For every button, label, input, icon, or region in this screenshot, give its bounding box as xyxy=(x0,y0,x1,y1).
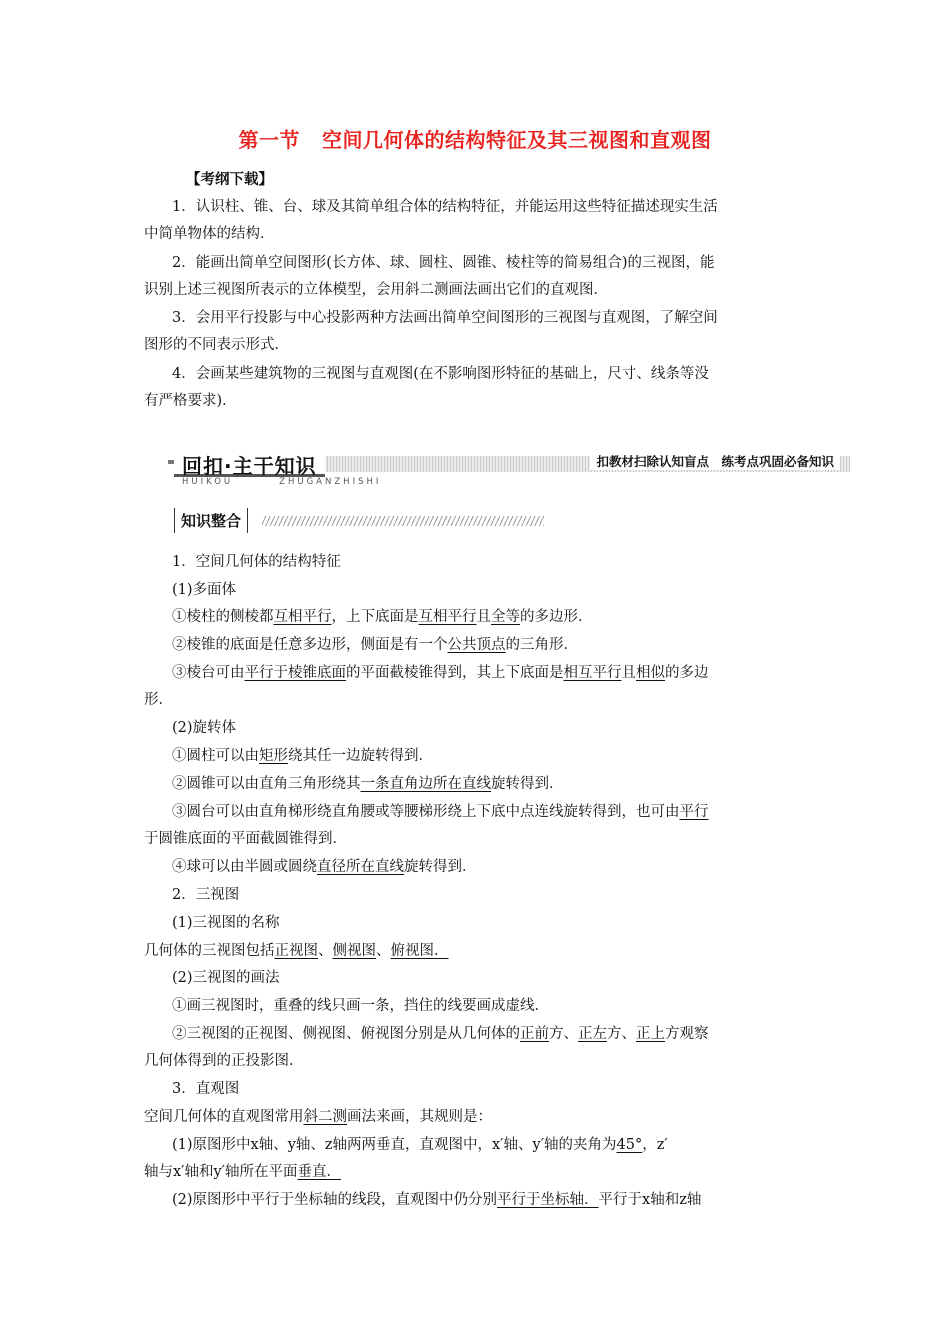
paragraph: 几何体得到的正投影图． xyxy=(144,1053,304,1069)
underlined-answer: 互相平行 xyxy=(418,609,477,625)
subsection-heading: (2)旋转体 xyxy=(172,720,237,736)
text-span: ③棱台可由 xyxy=(172,665,245,681)
section-heading: 3．直观图 xyxy=(172,1081,240,1097)
syllabus-line: 4．会画某些建筑物的三视图与直观图(在不影响图形特征的基础上，尺寸、线条等没 xyxy=(172,366,709,382)
paragraph xyxy=(172,607,593,627)
underlined-answer: 矩形 xyxy=(259,748,288,764)
title-section: 第一节 xyxy=(238,128,300,152)
underlined-answer: 垂直． xyxy=(297,1164,341,1180)
paragraph xyxy=(172,1135,668,1155)
paragraph xyxy=(172,1190,701,1210)
subsection-heading: (2)三视图的画法 xyxy=(172,970,280,986)
text-span: ①棱柱的侧棱都 xyxy=(172,609,274,625)
text-span: (1)原图形中x轴、y轴、z轴两两垂直，直观图中，x′轴、y′轴的夹角为 xyxy=(172,1137,617,1153)
subsection-heading: (1)三视图的名称 xyxy=(172,915,280,931)
text-span: 空间几何体的直观图常用 xyxy=(144,1109,304,1125)
banner-title: 回扣·主干知识 xyxy=(174,450,325,477)
syllabus-line: 1．认识柱、锥、台、球及其简单组合体的结构特征，并能运用这些特征描述现实生活 xyxy=(172,199,718,215)
paragraph xyxy=(144,941,449,961)
subsection-heading: (1)多面体 xyxy=(172,582,237,598)
text-span: ①圆柱可以由 xyxy=(172,748,259,764)
tag-hatch xyxy=(262,516,544,526)
text-span: 轴与x′轴和y′轴所在平面 xyxy=(144,1164,298,1180)
syllabus-line: 识别上述三视图所表示的立体模型，会用斜二测画法画出它们的直观图． xyxy=(144,282,608,298)
text-span: 的三角形． xyxy=(505,637,578,653)
underlined-answer: 侧视图 xyxy=(332,943,376,959)
syllabus-line: 2．能画出简单空间图形(长方体、球、圆柱、圆锥、棱柱等的简易组合)的三视图，能 xyxy=(172,255,715,271)
text-span: ②棱锥的底面是任意多边形，侧面是有一个 xyxy=(172,637,448,653)
text-span: ②三视图的正视图、侧视图、俯视图分别是从几何体的 xyxy=(172,1026,520,1042)
text-span: 旋转得到． xyxy=(404,859,477,875)
paragraph xyxy=(172,663,709,683)
paragraph: ①画三视图时，重叠的线只画一条，挡住的线要画成虚线． xyxy=(172,998,549,1014)
text-span: (2)原图形中平行于坐标轴的线段，直观图中仍分别 xyxy=(172,1192,498,1208)
underlined-answer: 俯视图． xyxy=(390,943,449,959)
text-span: 方、 xyxy=(607,1026,636,1042)
text-span: 绕其任一边旋转得到． xyxy=(288,748,433,764)
text-span: 、 xyxy=(376,943,391,959)
paragraph xyxy=(172,774,564,794)
syllabus-heading: 【考纲下载】 xyxy=(186,172,273,188)
paragraph: 于圆锥底面的平面截圆锥得到． xyxy=(144,831,347,847)
paragraph xyxy=(172,635,578,655)
text-span: 的多边形． xyxy=(520,609,593,625)
underlined-answer: 相似 xyxy=(636,665,665,681)
section-heading: 1．空间几何体的结构特征 xyxy=(172,554,341,570)
text-span: 平行于x轴和z轴 xyxy=(598,1192,702,1208)
text-span: 旋转得到． xyxy=(491,776,564,792)
underlined-answer: 平行于坐标轴． xyxy=(497,1192,599,1208)
text-span: 的平面截棱锥得到，其上下底面是 xyxy=(346,665,564,681)
underlined-answer: 平行于棱锥底面 xyxy=(244,665,346,681)
underlined-answer: 正前 xyxy=(520,1026,549,1042)
text-span: ③圆台可以由直角梯形绕直角腰或等腰梯形绕上下底中点连线旋转得到，也可由 xyxy=(172,804,680,820)
knowledge-tag-label: 知识整合 xyxy=(174,508,248,533)
text-span: 画法来画，其规则是： xyxy=(347,1109,492,1125)
paragraph xyxy=(172,1024,709,1044)
text-span: 且 xyxy=(476,609,491,625)
text-span: 几何体的三视图包括 xyxy=(144,943,275,959)
paragraph xyxy=(172,857,477,877)
underlined-answer: 互相平行 xyxy=(273,609,332,625)
underlined-answer: 正视图 xyxy=(274,943,318,959)
underlined-answer: 全等 xyxy=(491,609,520,625)
banner-pinyin-1: HUIKOU xyxy=(182,477,234,487)
underlined-answer: 斜二测 xyxy=(303,1109,347,1125)
banner-pinyin xyxy=(182,477,381,487)
text-span: 的多边 xyxy=(665,665,709,681)
text-span: 且 xyxy=(621,665,636,681)
paragraph xyxy=(144,1162,341,1182)
syllabus-line: 有严格要求)． xyxy=(144,393,237,409)
page-title xyxy=(0,124,950,153)
syllabus-line: 3．会用平行投影与中心投影两种方法画出简单空间图形的三视图与直观图，了解空间 xyxy=(172,310,718,326)
paragraph xyxy=(172,802,709,822)
syllabus-line: 图形的不同表示形式． xyxy=(144,337,289,353)
section-heading: 2．三视图 xyxy=(172,887,240,903)
underlined-answer: 公共顶点 xyxy=(447,637,506,653)
text-span: 方观察 xyxy=(665,1026,709,1042)
underlined-answer: 一条直角边所在直线 xyxy=(360,776,491,792)
underlined-answer: 45° xyxy=(616,1137,643,1153)
underlined-answer: 直径所在直线 xyxy=(317,859,404,875)
text-span: ，上下底面是 xyxy=(331,609,419,625)
paragraph: 形． xyxy=(144,692,173,708)
syllabus-line: 中简单物体的结构． xyxy=(144,226,275,242)
section-banner xyxy=(174,450,850,487)
paragraph xyxy=(172,746,433,766)
text-span: 、 xyxy=(318,943,333,959)
text-span: ，z′ xyxy=(642,1137,668,1153)
underlined-answer: 平行 xyxy=(679,804,709,820)
underlined-answer: 相互平行 xyxy=(563,665,622,681)
text-span: ②圆锥可以由直角三角形绕其 xyxy=(172,776,361,792)
title-text: 空间几何体的结构特征及其三视图和直观图 xyxy=(322,128,712,152)
underlined-answer: 正左 xyxy=(578,1026,607,1042)
banner-pinyin-2: ZHUGANZHISHI xyxy=(279,477,382,487)
text-span: ④球可以由半圆或圆绕 xyxy=(172,859,317,875)
knowledge-tag xyxy=(174,508,248,534)
paragraph xyxy=(144,1107,492,1127)
banner-subtitle: 扣教材扫除认知盲点 练考点巩固必备知识 xyxy=(590,452,840,470)
text-span: 方、 xyxy=(549,1026,578,1042)
underlined-answer: 正上 xyxy=(636,1026,665,1042)
